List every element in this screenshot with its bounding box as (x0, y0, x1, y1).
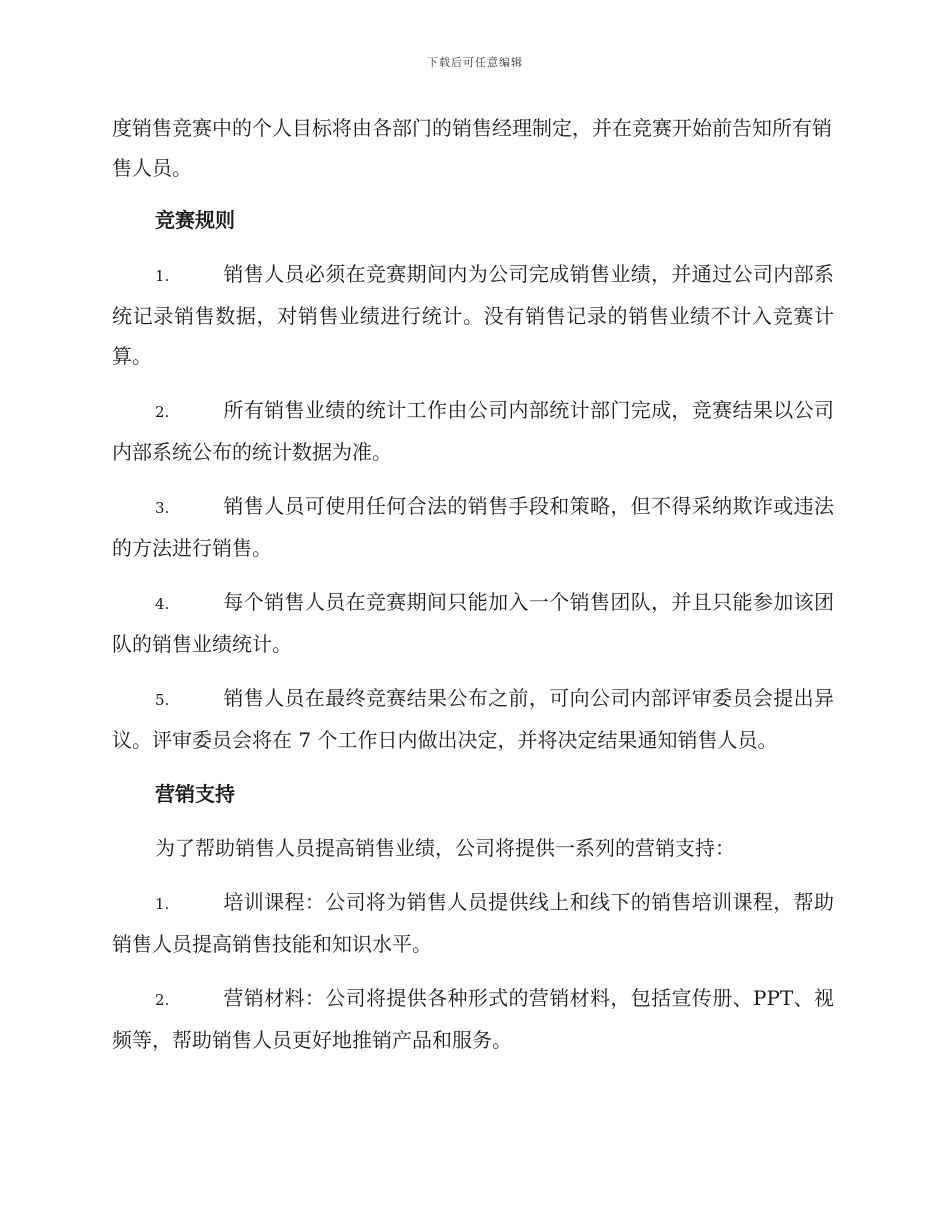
marketing-text: 营销材料：公司将提供各种形式的营销材料，包括宣传册、PPT、视频等，帮助销售人员更好地推销产品和服务。 (112, 986, 834, 1052)
rule-text: 所有销售业绩的统计工作由公司内部统计部门完成，竞赛结果以公司内部系统公布的统计数据为准。 (112, 398, 834, 464)
marketing-number: 2. (155, 991, 170, 1009)
marketing-number: 1. (155, 895, 170, 913)
marketing-item-2 (112, 978, 834, 1060)
section-heading-marketing: 营销支持 (155, 782, 235, 806)
rule-text: 销售人员在最终竞赛结果公布之前，可向公司内部评审委员会提出异议。评审委员会将在 7 个工作日内做出决定，并将决定结果通知销售人员。 (112, 686, 834, 752)
rule-item-4 (112, 582, 834, 664)
document-body (112, 108, 834, 1074)
page-header-note: 下载后可任意编辑 (427, 56, 523, 69)
marketing-item-1 (112, 882, 834, 964)
rule-number: 1. (155, 267, 170, 285)
marketing-text: 培训课程：公司将为销售人员提供线上和线下的销售培训课程，帮助销售人员提高销售技能和知识水平。 (112, 890, 834, 956)
rule-number: 3. (155, 499, 170, 517)
rule-text: 销售人员必须在竞赛期间内为公司完成销售业绩，并通过公司内部系统记录销售数据，对销售业绩进行统计。没有销售记录的销售业绩不计入竞赛计算。 (112, 262, 834, 368)
rule-number: 2. (155, 403, 170, 421)
rule-item-2 (112, 390, 834, 472)
section-heading-rules: 竞赛规则 (155, 208, 235, 232)
rule-text: 销售人员可使用任何合法的销售手段和策略，但不得采纳欺诈或违法的方法进行销售。 (112, 494, 834, 560)
rule-number: 4. (155, 595, 170, 613)
marketing-intro: 为了帮助销售人员提高销售业绩，公司将提供一系列的营销支持： (155, 836, 735, 860)
rule-number: 5. (155, 691, 170, 709)
continuation-paragraph: 度销售竞赛中的个人目标将由各部门的销售经理制定，并在竞赛开始前告知所有销售人员。 (112, 116, 832, 180)
rule-item-5 (112, 678, 834, 760)
rule-item-3 (112, 486, 834, 568)
rule-item-1 (112, 254, 834, 376)
rule-text: 每个销售人员在竞赛期间只能加入一个销售团队，并且只能参加该团队的销售业绩统计。 (112, 590, 834, 656)
